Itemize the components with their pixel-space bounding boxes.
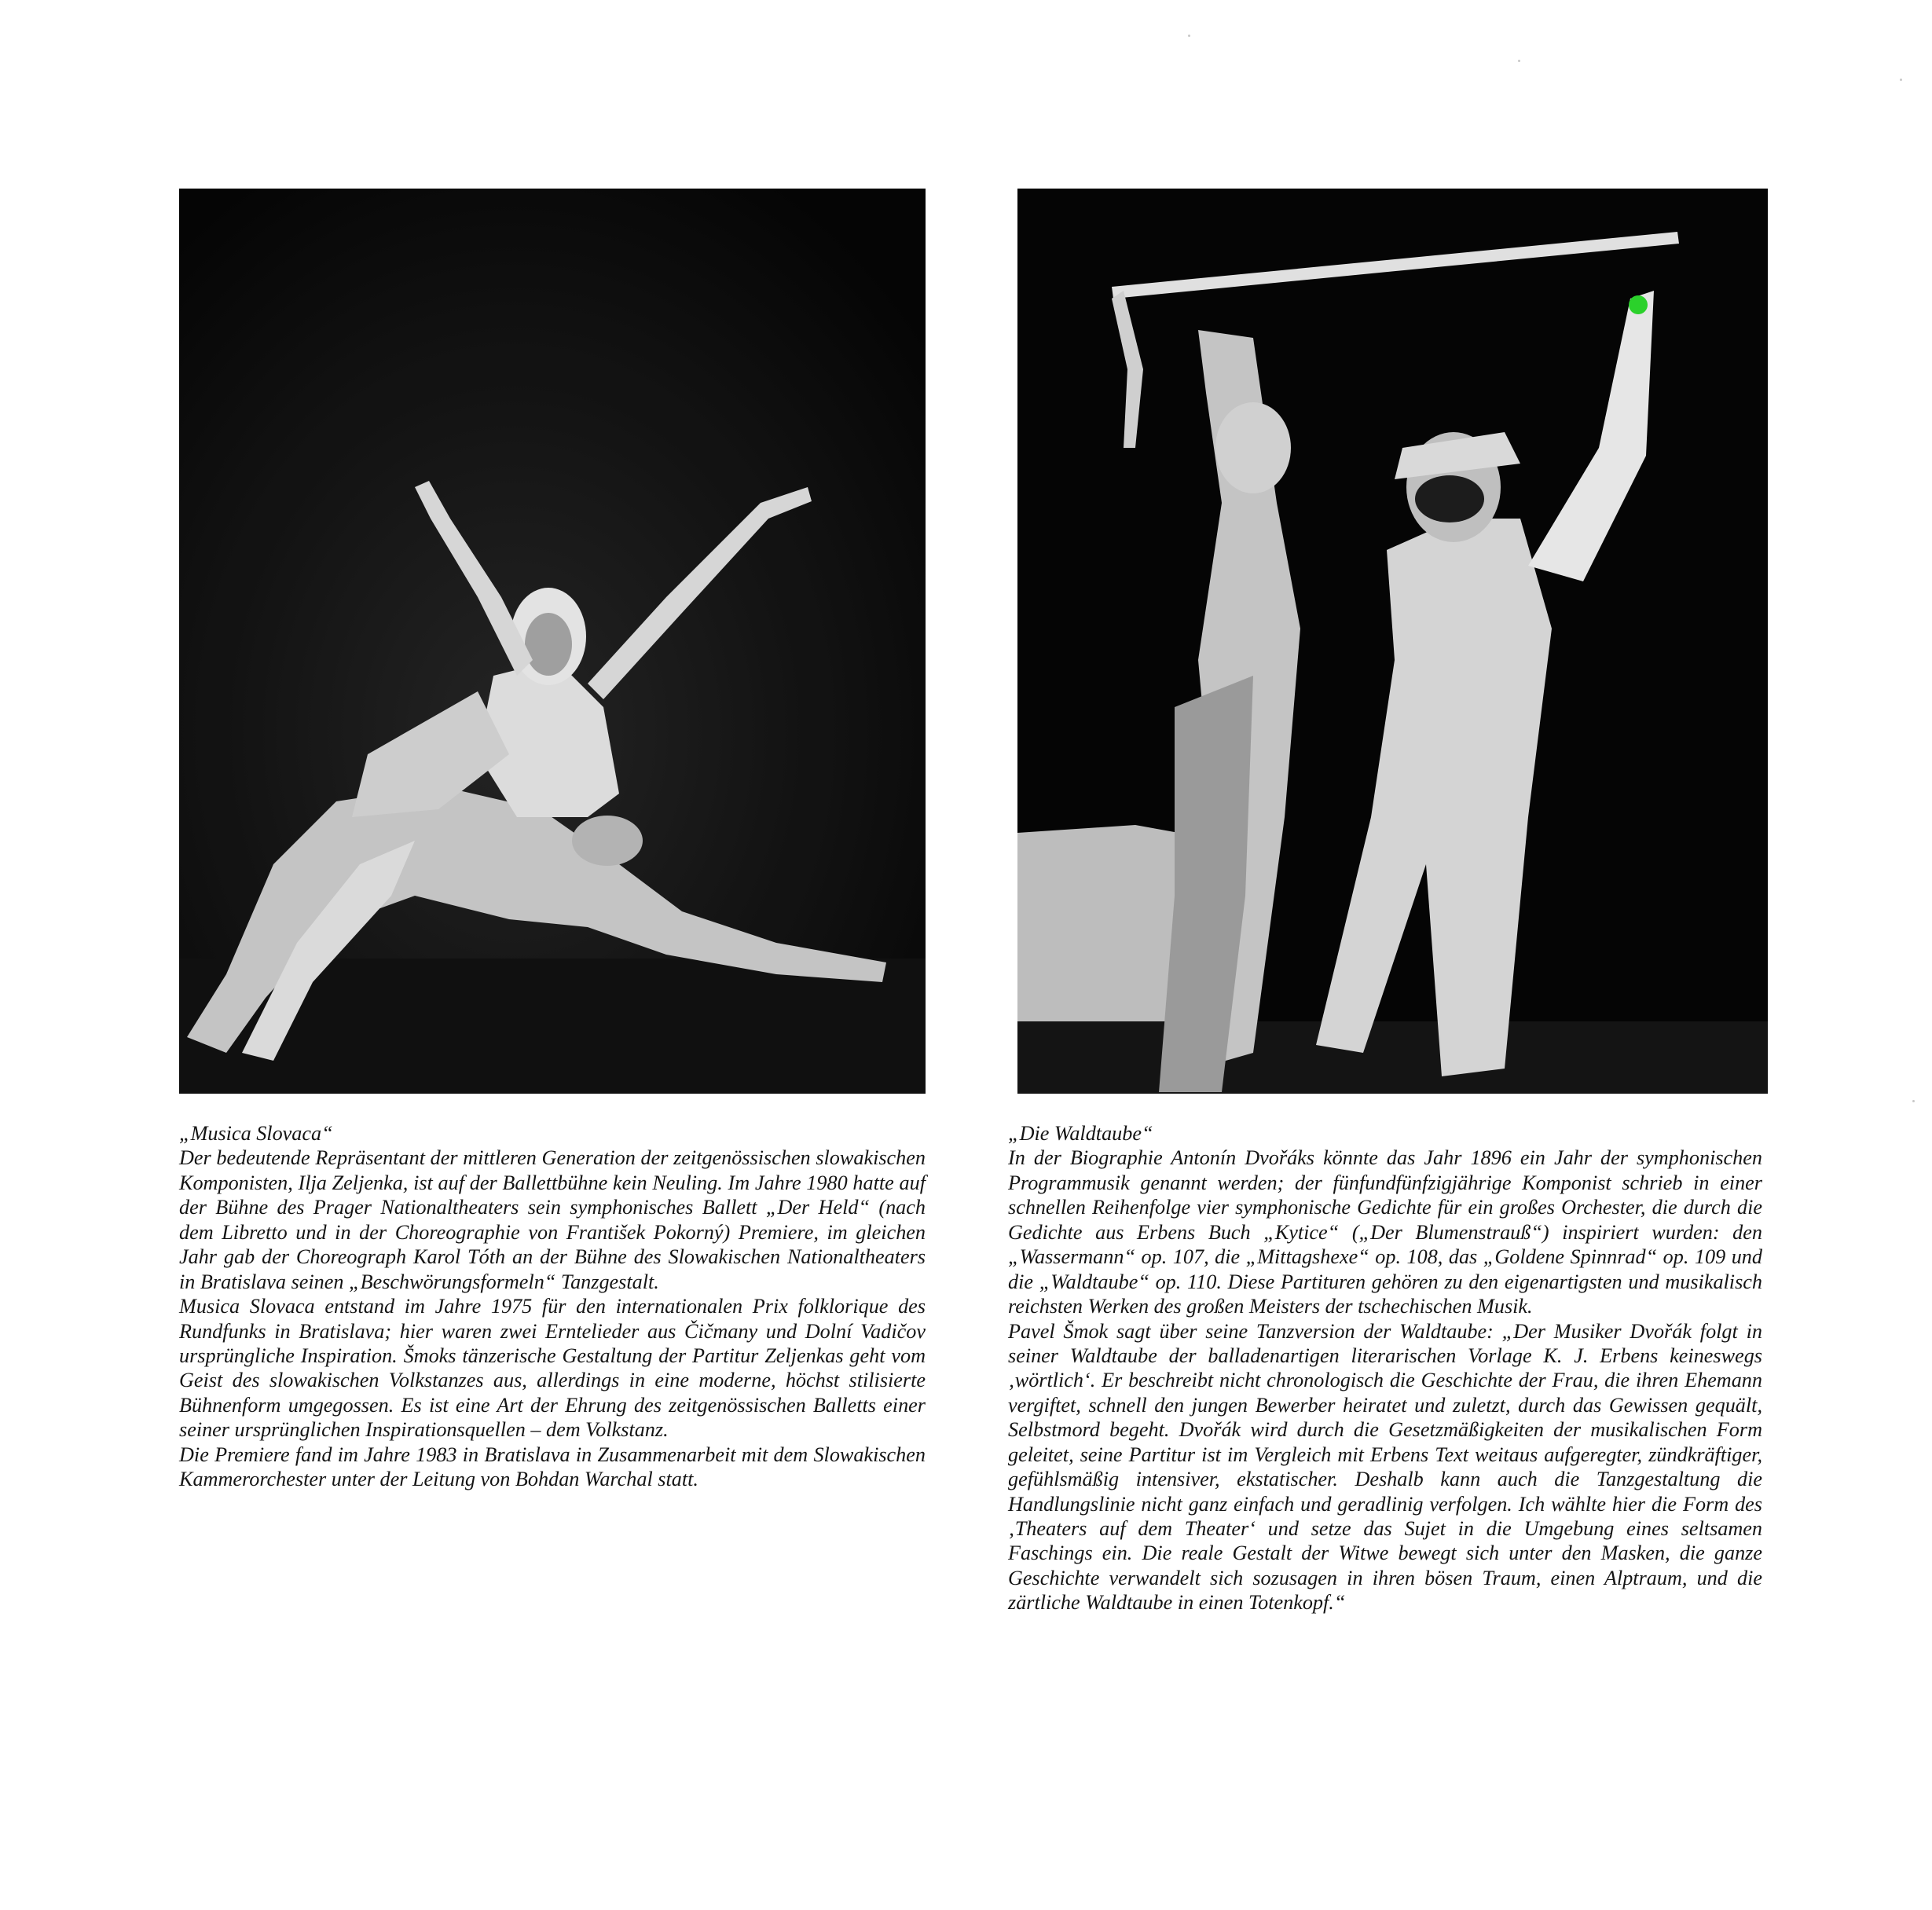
left-paragraph-2: Musica Slovaca entstand im Jahre 1975 für den internationalen Prix folklorique des Rundfunks in Bratislava; hier waren zwei Erntelieder aus Čičmany und Dolní Vadičov ursprüngliche Inspiration. Šmoks tänzerische Gestaltung der Partitur Zeljenkas geht vom Geist des slowakischen Volkstanzes aus, allerdings in eine moderne, höchst stilisierte Bühnenform umgegossen. Es ist eine Art der Ehrung des zeitgenössischen Balletts einer seiner ursprünglichen Inspirationsquellen – dem Volkstanz. — [179, 1295, 926, 1442]
right-title: „Die Waldtaube“ — [1008, 1122, 1153, 1145]
left-text-column — [179, 1121, 926, 1492]
right-paragraph-2: Pavel Šmok sagt über seine Tanzversion der Waldtaube: „Der Musiker Dvořák folgt in seiner Waldtaube der balladenartigen literarischen Vorlage K. J. Erbens keineswegs ‚wörtlich‘. Er beschreibt nicht chronologisch die Geschichte der Frau, die ihren Ehemann vergiftet, schnell den jungen Bewerber heiratet und zuletzt, durch das Gewissen gequält, Selbstmord begeht. Dvořák wird durch die Gesetzmäßigkeiten der musikalischen Form geleitet, seine Partitur ist im Vergleich mit Erbens Text weitaus aufgeregter, zündkräftiger, gefühlsmäßig intensiver, ekstatischer. Deshalb kann auch die Tanzgestaltung die Handlungslinie nicht ganz einfach und geradlinig verfolgen. Ich wählte hier die Form des ‚Theaters auf dem Theater‘ und setze das Sujet in die Umgebung eines seltsamen Faschings ein. Die reale Gestalt der Witwe bewegt sich unter den Masken, die ganze Geschichte verwandelt sich sozusagen in ihren bösen Traum, einen Alptraum, und die zärtliche Waldtaube in einen Totenkopf.“ — [1008, 1319, 1762, 1615]
dancers-illustration — [1017, 189, 1768, 1094]
left-paragraph-3: Die Premiere fand im Jahre 1983 in Bratislava in Zusammenarbeit mit dem Slowakischen Kammerorchester unter der Leitung von Bohdan Warchal statt. — [179, 1443, 926, 1491]
right-paragraph-1: In der Biographie Antonín Dvořáks könnte das Jahr 1896 ein Jahr der symphonischen Programmusik genannt werden; der fünfundfünfzigjährige Komponist schrieb in einer schnellen Reihenfolge vier symphonische Gedichte für ein großes Orchester, die durch die Gedichte aus Erbens Buch „Kytice“ („Der Blumenstrauß“) inspiriert wurden: den „Wassermann“ op. 107, die „Mittagshexe“ op. 108, das „Goldene Spinnrad“ op. 109 und die „Waldtaube“ op. 110. Diese Partituren gehören zu den eigenartigsten und musikalisch reichsten Werken des großen Meisters der tschechischen Musik. — [1008, 1146, 1762, 1318]
photo-musica-slovaca — [179, 189, 926, 1094]
left-paragraph-1: Der bedeutende Repräsentant der mittleren Generation der zeitgenössischen slowakischen Komponisten, Ilja Zeljenka, ist auf der Ballettbühne kein Neuling. Im Jahre 1980 hatte auf der Bühne des Prager Nationaltheaters sein symphonisches Ballett „Der Held“ (nach dem Libretto und in der Choreographie von František Pokorný) Premiere, im gleichen Jahr gab der Choreograph Karol Tóth an der Bühne des Slowakischen Nationaltheaters in Bratislava seinen „Beschwörungsformeln“ Tanzgestalt. — [179, 1146, 926, 1293]
photo-die-waldtaube — [1017, 189, 1768, 1094]
right-text-column — [1008, 1121, 1762, 1615]
dancers-illustration — [179, 189, 926, 1094]
left-title: „Musica Slovaca“ — [179, 1122, 333, 1145]
